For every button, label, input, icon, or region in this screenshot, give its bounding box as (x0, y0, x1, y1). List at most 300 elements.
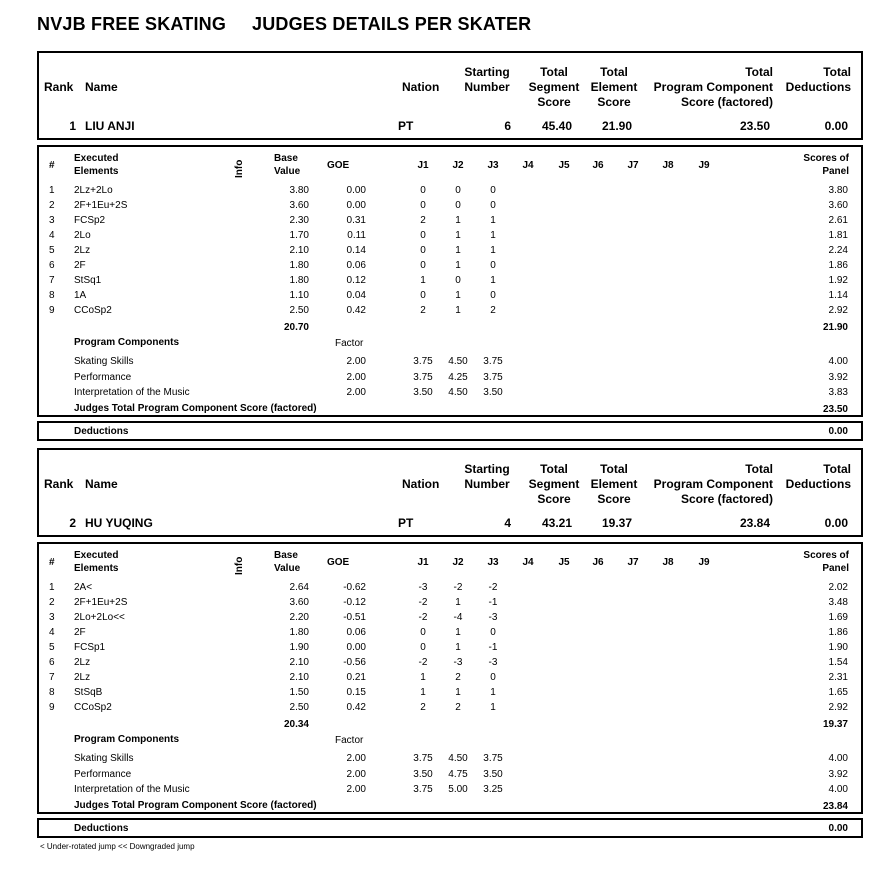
element-code: 1A (74, 290, 87, 301)
total-deductions-header-2: Deductions (785, 80, 851, 94)
element-judge-score-j1: 2 (420, 215, 426, 226)
total-segment-header-2: Segment (528, 80, 580, 94)
element-goe: 0.12 (346, 275, 366, 286)
element-row (39, 702, 861, 717)
starting-number-header-1: Starting (464, 462, 510, 476)
judges-total-pcs-label: Judges Total Program Component Score (factored) (74, 800, 317, 811)
element-base-value: 1.80 (289, 275, 309, 286)
total-element-header-2: Element (590, 80, 638, 94)
element-judge-score-j3: 0 (490, 185, 496, 196)
judge-header-1: J1 (417, 557, 429, 568)
element-code: 2Lo (74, 230, 91, 241)
component-judge-score-j1: 3.50 (413, 387, 433, 398)
element-row (39, 245, 861, 260)
goe-header: GOE (327, 557, 350, 568)
total-deductions-header-1: Total (823, 65, 851, 79)
component-judge-score-j2: 4.75 (448, 768, 468, 780)
component-factor: 2.00 (346, 371, 366, 383)
element-judge-score-j2: 1 (455, 305, 461, 316)
base-value-header-2: Value (274, 166, 301, 177)
element-judge-score-j3: 1 (490, 275, 496, 286)
judge-header-2: J2 (452, 557, 464, 568)
total-pcs-header-3: Score (factored) (680, 492, 773, 506)
element-judge-score-j3: 0 (490, 627, 496, 638)
element-judge-score-j1: -3 (418, 582, 428, 593)
element-judge-score-j3: -2 (488, 582, 498, 593)
element-panel-score: 2.92 (828, 305, 848, 316)
element-number: 9 (49, 305, 55, 316)
element-panel-score: 1.54 (828, 657, 848, 668)
judge-header-7: J7 (627, 160, 639, 171)
element-judge-score-j3: -1 (488, 642, 498, 653)
component-row (39, 387, 861, 402)
element-judge-score-j2: 2 (455, 702, 461, 713)
element-judge-score-j3: 1 (490, 230, 496, 241)
element-judge-score-j2: -2 (453, 582, 463, 593)
component-factor: 2.00 (346, 768, 366, 780)
judges-total-pcs-value: 23.84 (822, 801, 848, 812)
component-factor: 2.00 (346, 387, 366, 398)
judge-header-1: J1 (417, 160, 429, 171)
element-goe: 0.42 (346, 702, 366, 713)
element-goe: 0.06 (346, 627, 366, 638)
footnote: < Under-rotated jump << Downgraded jump (40, 842, 195, 851)
component-row (39, 753, 861, 768)
element-panel-score: 1.90 (828, 642, 848, 653)
element-judge-score-j2: 1 (455, 215, 461, 226)
nation-header: Nation (402, 80, 440, 94)
element-row (39, 275, 861, 290)
element-judge-score-j3: 1 (490, 687, 496, 698)
judge-header-6: J6 (592, 160, 604, 171)
skater-details-box (37, 145, 863, 417)
element-row (39, 612, 861, 627)
rank-value: 2 (69, 516, 76, 530)
element-judge-score-j2: 1 (455, 260, 461, 271)
component-name: Performance (74, 768, 132, 780)
element-row (39, 582, 861, 597)
component-judge-score-j1: 3.50 (413, 768, 433, 780)
judge-header-8: J8 (662, 160, 674, 171)
deductions-box (37, 421, 863, 441)
base-value-total: 20.70 (283, 322, 309, 333)
component-panel-score: 3.83 (828, 387, 848, 398)
component-factor: 2.00 (346, 784, 366, 795)
component-row (39, 372, 861, 387)
element-judge-score-j3: -3 (488, 612, 498, 623)
deductions-value: 0.00 (828, 823, 848, 834)
judge-header-2: J2 (452, 160, 464, 171)
element-code: FCSp2 (74, 215, 106, 226)
element-judge-score-j1: -2 (418, 657, 428, 668)
executed-elements-header-2: Elements (74, 166, 119, 177)
component-name: Skating Skills (74, 356, 134, 367)
total-segment-header-3: Score (537, 492, 571, 506)
judge-header-3: J3 (487, 557, 499, 568)
component-factor: 2.00 (346, 356, 366, 367)
total-segment-value: 43.21 (541, 516, 572, 530)
element-judge-score-j1: 2 (420, 305, 426, 316)
hash-header: # (49, 557, 55, 568)
element-judge-score-j1: 0 (420, 260, 426, 271)
element-row (39, 260, 861, 275)
total-element-header-2: Element (590, 477, 638, 491)
total-pcs-header-1: Total (745, 65, 773, 79)
total-pcs-header-1: Total (745, 462, 773, 476)
total-segment-header-1: Total (540, 65, 568, 79)
element-code: 2Lz (74, 245, 91, 256)
element-code: 2F+1Eu+2S (74, 597, 128, 608)
element-row (39, 290, 861, 305)
element-row (39, 657, 861, 672)
judge-header-8: J8 (662, 557, 674, 568)
element-code: 2A< (74, 582, 93, 593)
total-segment-header-3: Score (537, 95, 571, 109)
element-judge-score-j2: -3 (453, 657, 463, 668)
starting-number-value: 6 (504, 119, 511, 133)
element-panel-score: 2.31 (828, 672, 848, 683)
element-judge-score-j2: 2 (455, 672, 461, 683)
element-base-value: 2.10 (289, 245, 309, 256)
element-row (39, 230, 861, 245)
element-judge-score-j3: 0 (490, 290, 496, 301)
element-row (39, 215, 861, 230)
component-judge-score-j2: 4.50 (448, 356, 468, 367)
element-goe: 0.00 (346, 200, 366, 211)
skater-header-box (37, 448, 863, 537)
element-base-value: 1.90 (289, 642, 309, 653)
starting-number-header-2: Number (464, 477, 510, 491)
element-base-value: 2.20 (289, 612, 309, 623)
element-judge-score-j1: 1 (420, 672, 426, 683)
element-goe: -0.12 (343, 597, 366, 608)
element-goe: 0.14 (346, 245, 366, 256)
element-base-value: 2.50 (289, 702, 309, 713)
element-judge-score-j2: 0 (455, 185, 461, 196)
element-judge-score-j3: 0 (490, 200, 496, 211)
element-judge-score-j2: 1 (455, 290, 461, 301)
total-segment-header-1: Total (540, 462, 568, 476)
total-segment-header-2: Segment (528, 477, 580, 491)
component-judge-score-j1: 3.75 (413, 784, 433, 795)
element-number: 4 (49, 627, 55, 638)
component-judge-score-j3: 3.75 (483, 371, 503, 383)
event-title: NVJB FREE SKATING (37, 14, 227, 34)
judges-total-pcs-value: 23.50 (822, 404, 848, 415)
element-code: 2Lo+2Lo<< (74, 612, 125, 623)
element-panel-score: 3.60 (828, 200, 848, 211)
component-judge-score-j1: 3.75 (413, 371, 433, 383)
base-value-total: 20.34 (283, 719, 309, 730)
element-panel-score: 3.80 (828, 185, 848, 196)
base-value-header-1: Base (274, 153, 298, 164)
element-goe: 0.31 (346, 215, 366, 226)
total-element-header-1: Total (600, 65, 628, 79)
element-number: 3 (49, 612, 55, 623)
component-row (39, 784, 861, 799)
goe-header: GOE (327, 160, 350, 171)
element-base-value: 3.60 (289, 597, 309, 608)
component-judge-score-j3: 3.50 (483, 387, 503, 398)
element-judge-score-j3: 2 (490, 305, 496, 316)
element-judge-score-j1: 1 (420, 687, 426, 698)
skater-details-box (37, 542, 863, 814)
element-panel-score: 1.14 (828, 290, 848, 301)
starting-number-header-2: Number (464, 80, 510, 94)
element-row (39, 200, 861, 215)
component-panel-score: 4.00 (828, 784, 848, 795)
element-judge-score-j2: 1 (455, 245, 461, 256)
element-judge-score-j2: 0 (455, 275, 461, 286)
element-number: 5 (49, 642, 55, 653)
element-goe: 0.04 (346, 290, 366, 301)
element-number: 5 (49, 245, 55, 256)
element-judge-score-j3: 1 (490, 215, 496, 226)
elements-panel-total: 21.90 (822, 322, 848, 333)
element-panel-score: 2.61 (828, 215, 848, 226)
skater-name: HU YUQING (85, 516, 153, 530)
element-panel-score: 1.65 (828, 687, 848, 698)
skater-name: LIU ANJI (85, 119, 135, 133)
component-panel-score: 3.92 (828, 768, 848, 780)
report-title: JUDGES DETAILS PER SKATER (252, 14, 532, 34)
total-element-value: 21.90 (601, 119, 632, 133)
component-judge-score-j3: 3.75 (483, 753, 503, 764)
element-goe: 0.06 (346, 260, 366, 271)
element-number: 3 (49, 215, 55, 226)
element-goe: -0.56 (343, 657, 366, 668)
element-judge-score-j1: 0 (420, 185, 426, 196)
scores-of-panel-header-2: Panel (822, 166, 849, 177)
element-code: 2F (74, 260, 86, 271)
judge-header-9: J9 (698, 160, 710, 171)
total-element-header-3: Score (597, 95, 631, 109)
element-base-value: 1.50 (289, 687, 309, 698)
element-judge-score-j2: 1 (455, 687, 461, 698)
element-code: 2Lz (74, 657, 91, 668)
scores-of-panel-header-2: Panel (822, 563, 849, 574)
scores-of-panel-header-1: Scores of (803, 550, 849, 561)
element-number: 6 (49, 260, 55, 271)
element-row (39, 672, 861, 687)
component-panel-score: 4.00 (828, 753, 848, 764)
starting-number-value: 4 (504, 516, 511, 530)
total-deductions-header-2: Deductions (785, 477, 851, 491)
element-goe: 0.00 (346, 642, 366, 653)
total-element-value: 19.37 (601, 516, 632, 530)
program-components-header: Program Components (74, 734, 180, 745)
elements-panel-total: 19.37 (822, 719, 848, 730)
element-code: 2F (74, 627, 86, 638)
element-judge-score-j3: 1 (490, 702, 496, 713)
factor-header: Factor (335, 338, 364, 349)
judges-total-pcs-label: Judges Total Program Component Score (factored) (74, 403, 317, 414)
rank-value: 1 (69, 119, 76, 133)
element-code: FCSp1 (74, 642, 106, 653)
element-judge-score-j3: 1 (490, 245, 496, 256)
element-panel-score: 1.92 (828, 275, 848, 286)
deductions-label: Deductions (74, 823, 129, 834)
element-goe: 0.15 (346, 687, 366, 698)
element-number: 7 (49, 275, 55, 286)
executed-elements-header-2: Elements (74, 563, 119, 574)
element-code: CCoSp2 (74, 305, 112, 316)
element-judge-score-j1: 0 (420, 627, 426, 638)
element-base-value: 2.10 (289, 657, 309, 668)
rank-header: Rank (44, 477, 74, 491)
name-header: Name (85, 80, 118, 94)
element-code: 2Lz+2Lo (74, 185, 113, 196)
element-judge-score-j3: 0 (490, 672, 496, 683)
element-code: CCoSp2 (74, 702, 112, 713)
total-element-header-3: Score (597, 492, 631, 506)
element-code: StSqB (74, 687, 103, 698)
component-name: Interpretation of the Music (74, 387, 190, 398)
element-number: 4 (49, 230, 55, 241)
judge-header-7: J7 (627, 557, 639, 568)
element-panel-score: 2.92 (828, 702, 848, 713)
scores-of-panel-header-1: Scores of (803, 153, 849, 164)
component-judge-score-j2: 5.00 (448, 784, 468, 795)
element-row (39, 627, 861, 642)
element-judge-score-j1: 0 (420, 290, 426, 301)
base-value-header-2: Value (274, 563, 301, 574)
element-judge-score-j1: -2 (418, 612, 428, 623)
nation-header: Nation (402, 477, 440, 491)
total-pcs-value: 23.84 (739, 516, 770, 530)
element-row (39, 687, 861, 702)
element-row (39, 185, 861, 200)
executed-elements-header-1: Executed (74, 153, 119, 164)
element-base-value: 2.50 (289, 305, 309, 316)
judge-header-4: J4 (522, 557, 534, 568)
element-judge-score-j1: 2 (420, 702, 426, 713)
component-judge-score-j1: 3.75 (413, 356, 433, 367)
element-panel-score: 2.24 (828, 245, 848, 256)
hash-header: # (49, 160, 55, 171)
element-judge-score-j1: 1 (420, 275, 426, 286)
element-judge-score-j2: 1 (455, 642, 461, 653)
element-judge-score-j2: 1 (455, 627, 461, 638)
element-number: 2 (49, 597, 55, 608)
element-goe: -0.51 (343, 612, 366, 623)
component-judge-score-j3: 3.25 (483, 784, 503, 795)
element-goe: 0.21 (346, 672, 366, 683)
element-panel-score: 1.86 (828, 627, 848, 638)
executed-elements-header-1: Executed (74, 550, 119, 561)
element-panel-score: 1.69 (828, 612, 848, 623)
base-value-header-1: Base (274, 550, 298, 561)
element-base-value: 2.30 (289, 215, 309, 226)
element-judge-score-j2: 0 (455, 200, 461, 211)
element-judge-score-j3: -3 (488, 657, 498, 668)
component-judge-score-j3: 3.50 (483, 768, 503, 780)
element-code: 2Lz (74, 672, 91, 683)
element-number: 9 (49, 702, 55, 713)
judge-header-9: J9 (698, 557, 710, 568)
element-judge-score-j1: 0 (420, 200, 426, 211)
total-pcs-header-2: Program Component (653, 80, 773, 94)
element-base-value: 2.64 (289, 582, 309, 593)
rank-header: Rank (44, 80, 74, 94)
factor-header: Factor (335, 735, 364, 746)
element-panel-score: 2.02 (828, 582, 848, 593)
deductions-label: Deductions (74, 426, 129, 437)
total-deductions-value: 0.00 (824, 516, 848, 530)
element-judge-score-j1: 0 (420, 642, 426, 653)
judge-header-5: J5 (558, 557, 570, 568)
element-number: 8 (49, 687, 55, 698)
total-deductions-header-1: Total (823, 462, 851, 476)
element-base-value: 2.10 (289, 672, 309, 683)
judge-header-3: J3 (487, 160, 499, 171)
element-number: 6 (49, 657, 55, 668)
element-judge-score-j3: 0 (490, 260, 496, 271)
element-row (39, 597, 861, 612)
element-base-value: 1.80 (289, 260, 309, 271)
component-row (39, 356, 861, 371)
element-judge-score-j1: -2 (418, 597, 428, 608)
element-goe: -0.62 (343, 582, 366, 593)
total-segment-value: 45.40 (541, 119, 572, 133)
element-number: 7 (49, 672, 55, 683)
element-base-value: 1.70 (289, 230, 309, 241)
element-judge-score-j2: -4 (453, 612, 463, 623)
skater-header-box (37, 51, 863, 140)
element-base-value: 1.80 (289, 627, 309, 638)
element-base-value: 3.60 (289, 200, 309, 211)
nation-value: PT (398, 119, 414, 133)
total-deductions-value: 0.00 (824, 119, 848, 133)
element-number: 8 (49, 290, 55, 301)
element-row (39, 642, 861, 657)
element-row (39, 305, 861, 320)
element-number: 1 (49, 185, 55, 196)
info-header: Info (234, 556, 245, 575)
element-code: 2F+1Eu+2S (74, 200, 128, 211)
element-panel-score: 3.48 (828, 597, 848, 608)
component-judge-score-j2: 4.50 (448, 753, 468, 764)
component-name: Interpretation of the Music (74, 784, 190, 795)
total-pcs-header-2: Program Component (653, 477, 773, 491)
deductions-value: 0.00 (828, 426, 848, 437)
component-row (39, 769, 861, 784)
element-number: 2 (49, 200, 55, 211)
total-pcs-header-3: Score (factored) (680, 95, 773, 109)
judge-header-6: J6 (592, 557, 604, 568)
component-judge-score-j3: 3.75 (483, 356, 503, 367)
component-judge-score-j2: 4.25 (448, 371, 468, 383)
component-panel-score: 3.92 (828, 371, 848, 383)
judge-header-4: J4 (522, 160, 534, 171)
info-header: Info (234, 159, 245, 178)
element-goe: 0.11 (347, 230, 366, 241)
component-name: Skating Skills (74, 753, 134, 764)
element-panel-score: 1.86 (828, 260, 848, 271)
element-goe: 0.42 (346, 305, 366, 316)
element-code: StSq1 (74, 275, 102, 286)
element-judge-score-j2: 1 (455, 597, 461, 608)
name-header: Name (85, 477, 118, 491)
element-base-value: 1.10 (289, 290, 309, 301)
component-factor: 2.00 (346, 753, 366, 764)
component-name: Performance (74, 371, 132, 383)
component-judge-score-j1: 3.75 (413, 753, 433, 764)
total-pcs-value: 23.50 (739, 119, 770, 133)
element-number: 1 (49, 582, 55, 593)
element-judge-score-j1: 0 (420, 245, 426, 256)
program-components-header: Program Components (74, 337, 180, 348)
